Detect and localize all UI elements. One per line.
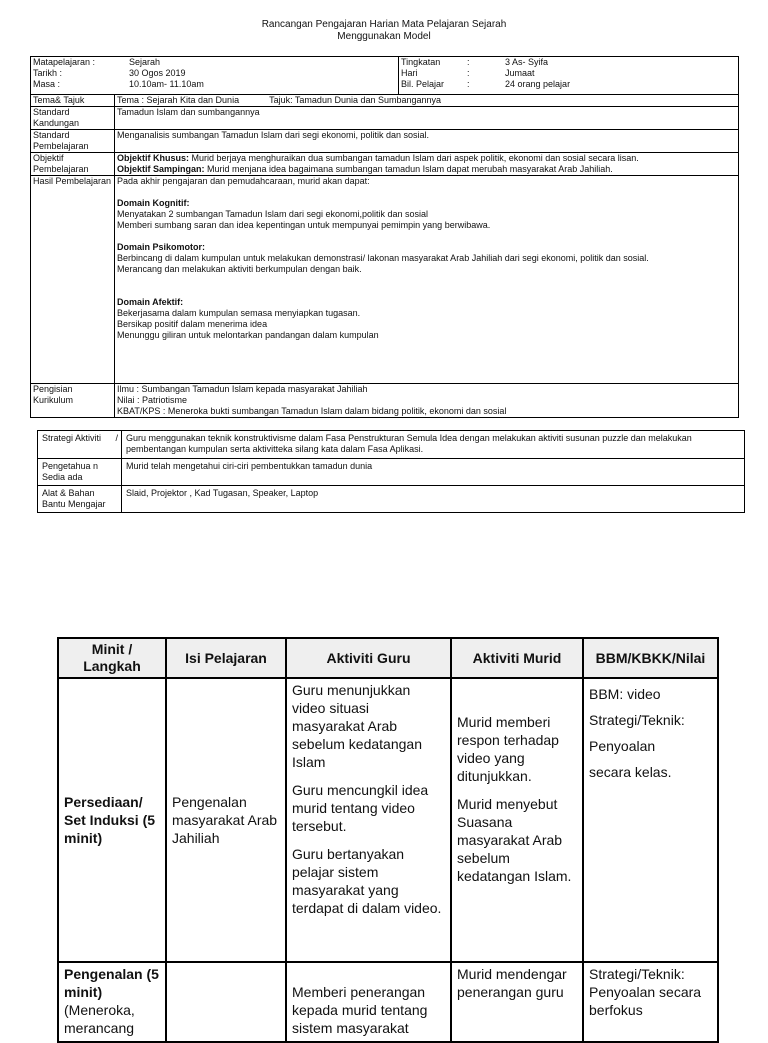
afektif-item: Bekerjasama dalam kumpulan semasa menyiapkan tugasan.	[117, 308, 361, 318]
step-note: (Meneroka, merancang	[64, 1002, 135, 1036]
info-label: Tingkatan	[401, 57, 441, 67]
info-value: Sejarah	[129, 57, 161, 67]
info-value: 3 As- Syifa	[505, 57, 549, 67]
info-label: Bil. Pelajar	[401, 79, 445, 89]
lesson-steps-table	[57, 637, 719, 1043]
header-aktiviti-guru: Aktiviti Guru	[286, 638, 451, 678]
row-label-hasil: Hasil Pembelajaran	[31, 176, 115, 384]
bbm-cell	[583, 678, 718, 962]
psikomotor-item: Merancang dan melakukan aktiviti berkumpulan dengan baik.	[117, 264, 362, 274]
objektif-sampingan-label: Objektif Sampingan:	[117, 164, 205, 174]
row-value-objektif	[115, 153, 739, 176]
kurikulum-kbat: KBAT/KPS : Meneroka bukti sumbangan Tamadun Islam dalam bidang politik, ekonomi dan sosial	[117, 406, 507, 416]
guru-activity: Guru mencungkil idea murid tentang video tersebut.	[292, 782, 429, 834]
row-label-standard-pembelajaran: Standard Pembelajaran	[31, 130, 115, 153]
info-value: Jumaat	[505, 68, 535, 78]
row-value-pengetahuan: Murid telah mengetahui ciri-ciri pembentukkan tamadun dunia	[122, 459, 745, 486]
document-title	[0, 19, 768, 43]
subtitle-line: Menggunakan Model	[337, 31, 431, 42]
row-value-standard-pembelajaran: Menganalisis sumbangan Tamadun Islam dari segi ekonomi, politik dan sosial.	[115, 130, 739, 153]
info-colon: :	[467, 57, 470, 67]
guru-cell	[286, 962, 451, 1042]
kognitif-item: Memberi sumbang saran dan idea kepentingan untuk mempunyai pemimpin yang berwibawa.	[117, 220, 491, 230]
info-colon: :	[467, 68, 470, 78]
kurikulum-nilai: Nilai : Patriotisme	[117, 395, 188, 405]
guru-cell	[286, 678, 451, 962]
objektif-khusus-text: Murid berjaya menghuraikan dua sumbangan tamadun Islam dari aspek politik, ekonomi dan sosial secara lisan.	[189, 153, 639, 163]
objektif-sampingan-text: Murid menjana idea bagaimana sumbangan tamadun Islam dapat merubah masyarakat Arab Jahiliah.	[204, 164, 613, 174]
kognitif-item: Menyatakan 2 sumbangan Tamadun Islam dari segi ekonomi,politik dan sosial	[117, 209, 429, 219]
guru-activity: Guru bertanyakan pelajar sistem masyarakat yang terdapat di dalam video.	[292, 846, 442, 916]
hasil-intro: Pada akhir pengajaran dan pemudahcaraan, murid akan dapat:	[117, 176, 370, 186]
strategi-slash: /	[115, 433, 118, 443]
domain-psikomotor-title: Domain Psikomotor:	[117, 242, 206, 252]
info-label: Matapelajaran :	[33, 57, 96, 67]
bbm-line: Strategi/Teknik:	[589, 712, 685, 728]
bbm-line: secara kelas.	[589, 764, 672, 780]
afektif-item: Bersikap positif dalam menerima idea	[117, 319, 268, 329]
domain-afektif-title: Domain Afektif:	[117, 297, 184, 307]
info-label: Tarikh :	[33, 68, 63, 78]
bbm-line: Penyoalan	[589, 738, 656, 754]
row-label-strategi	[38, 431, 122, 459]
header-aktiviti-murid: Aktiviti Murid	[451, 638, 583, 678]
isi-cell: Pengenalan masyarakat Arab Jahiliah	[166, 678, 286, 962]
row-label-standard-kandungan: Standard Kandungan	[31, 107, 115, 130]
header-minit-langkah: Minit / Langkah	[58, 638, 166, 678]
isi-cell	[166, 962, 286, 1042]
info-value: 10.10am- 11.10am	[129, 79, 204, 89]
murid-activity: Murid memberi respon terhadap video yang ditunjukkan.	[457, 714, 559, 784]
header-isi-pelajaran: Isi Pelajaran	[166, 638, 286, 678]
row-label-alat-bahan: Alat & Bahan Bantu Mengajar	[38, 486, 122, 513]
tajuk-text: Tajuk: Tamadun Dunia dan Sumbangannya	[269, 95, 442, 105]
step-label: Persediaan/ Set Induksi (5 minit)	[64, 794, 156, 846]
domain-kognitif-title: Domain Kognitif:	[117, 198, 190, 208]
psikomotor-item: Berbincang di dalam kumpulan untuk melakukan demonstrasi/ lakonan masyarakat Arab Jahiliah dari segi ekonomi, politik dan sosial.	[117, 253, 649, 263]
title-line: Rancangan Pengajaran Harian Mata Pelajaran Sejarah	[261, 19, 507, 30]
row-value-standard-kandungan: Tamadun Islam dan sumbangannya	[115, 107, 739, 130]
bbm-line: BBM: video	[589, 686, 661, 702]
row-label-objektif: Objektif Pembelajaran	[31, 153, 115, 176]
step-label: Pengenalan (5 minit)	[64, 966, 159, 1000]
info-value: 24 orang pelajar	[505, 79, 571, 89]
lesson-info-table	[30, 56, 739, 95]
murid-cell	[451, 678, 583, 962]
info-left-cell	[31, 57, 399, 95]
objektif-khusus-label: Objektif Khusus:	[117, 153, 190, 163]
kurikulum-ilmu: Ilmu : Sumbangan Tamadun Islam kepada masyarakat Jahiliah	[117, 384, 368, 394]
lesson-plan-table	[30, 94, 739, 418]
info-value: 30 Ogos 2019	[129, 68, 186, 78]
info-label: Masa :	[33, 79, 61, 89]
info-label: Hari	[401, 68, 418, 78]
afektif-item: Menunggu giliran untuk melontarkan pandangan dalam kumpulan	[117, 330, 379, 340]
step-cell	[58, 678, 166, 962]
row-value-alat-bahan: Slaid, Projektor , Kad Tugasan, Speaker, Laptop	[122, 486, 745, 513]
row-value-tema	[115, 95, 739, 107]
info-right-cell	[399, 57, 739, 95]
murid-cell: Murid mendengar penerangan guru	[451, 962, 583, 1042]
info-colon: :	[467, 79, 470, 89]
row-value-hasil	[115, 176, 739, 384]
murid-activity: Murid menyebut Suasana masyarakat Arab sebelum kedatangan Islam.	[457, 796, 572, 884]
row-label-pengetahuan: Pengetahua n Sedia ada	[38, 459, 122, 486]
strategi-label: Strategi Aktiviti	[42, 433, 102, 443]
row-value-strategi: Guru menggunakan teknik konstruktivisme dalam Fasa Penstrukturan Semula Idea dengan melakukan aktiviti susunan puzzle dan melakukan pembentangan kumpulan serta aktivitteka silang kata dalam Fasa Aplikasi.	[122, 431, 745, 459]
row-label-tema: Tema& Tajuk	[31, 95, 115, 107]
tema-text: Tema : Sejarah Kita dan Dunia	[117, 95, 240, 105]
header-bbm: BBM/KBKK/Nilai	[583, 638, 718, 678]
bbm-cell: Strategi/Teknik: Penyoalan secara berfokus	[583, 962, 718, 1042]
guru-activity: Guru menunjukkan video situasi masyarakat Arab sebelum kedatangan Islam	[292, 682, 422, 770]
row-value-kurikulum	[115, 384, 739, 418]
step-cell	[58, 962, 166, 1042]
guru-activity: Memberi penerangan kepada murid tentang sistem masyarakat	[292, 984, 428, 1036]
strategy-table	[37, 430, 745, 513]
row-label-kurikulum: Pengisian Kurikulum	[31, 384, 115, 418]
